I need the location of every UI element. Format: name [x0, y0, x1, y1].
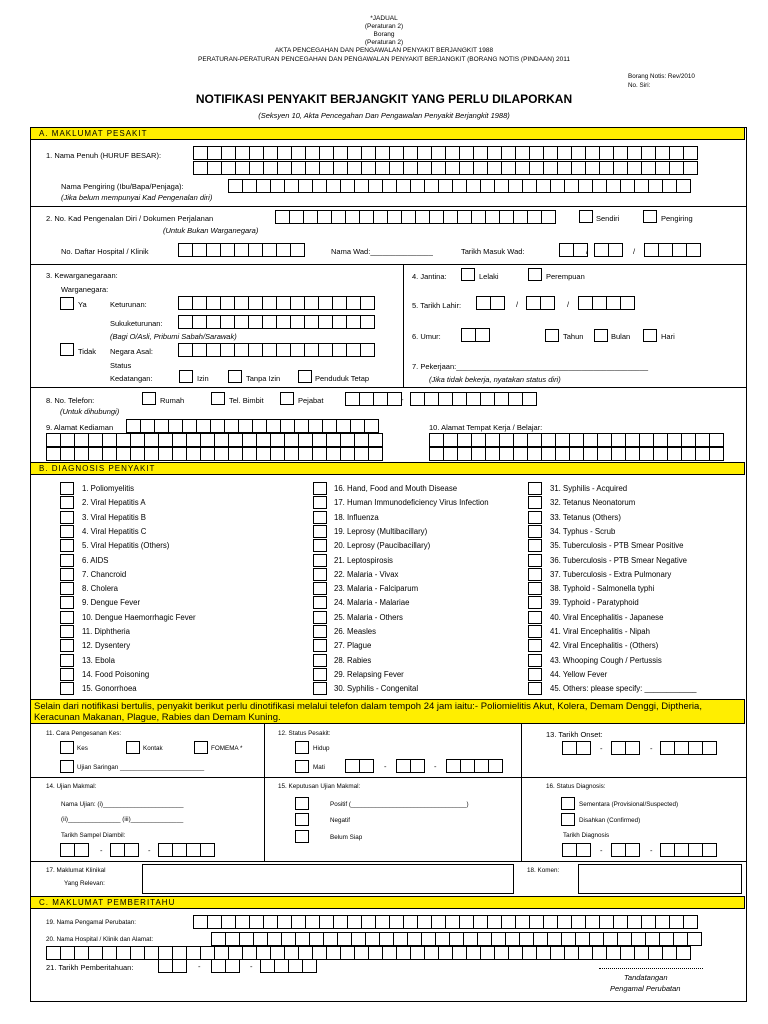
months-checkbox[interactable]	[594, 329, 608, 342]
diagnosis-label: 10. Dengue Haemorrhagic Fever	[82, 612, 196, 622]
sample-day-boxes[interactable]	[60, 843, 88, 857]
provisional-label: Sementara (Provisional/Suspected)	[579, 801, 679, 808]
diagnosis-label: 28. Rabies	[334, 655, 372, 665]
ic-note: (Untuk Bukan Warganegara)	[163, 226, 259, 235]
age-label: 6. Umur:	[412, 332, 441, 341]
schedule-label: *JADUAL	[370, 15, 398, 22]
full-name-boxes-row2[interactable]	[193, 161, 697, 175]
divider	[521, 724, 522, 861]
sub-ethnicity-boxes[interactable]	[178, 315, 374, 329]
diagnosis-checkbox[interactable]	[60, 596, 74, 609]
home-phone-label: Rumah	[160, 396, 185, 405]
divider	[30, 264, 746, 265]
diagnosis-label: 33. Tetanus (Others)	[550, 512, 621, 522]
diagnosis-checkbox[interactable]	[528, 625, 542, 638]
diagnosis-checkbox[interactable]	[528, 482, 542, 495]
hospital-address-row1[interactable]	[211, 932, 701, 946]
diagnosis-checkbox[interactable]	[313, 625, 327, 638]
country-origin-label: Negara Asal:	[110, 347, 153, 356]
male-checkbox[interactable]	[461, 268, 475, 281]
diagnosis-checkbox[interactable]	[60, 482, 74, 495]
screening-label[interactable]: Ujian Saringan ________________________	[77, 764, 205, 771]
alive-label: Hidup	[313, 745, 330, 752]
date-separator: /	[633, 247, 636, 256]
phone-label: 8. No. Telefon:	[46, 396, 95, 405]
divider	[30, 777, 746, 778]
ic-number-boxes[interactable]	[275, 210, 555, 224]
months-label: Bulan	[611, 332, 631, 341]
mobile-phone-label: Tel. Bimbit	[229, 396, 264, 405]
sub-ethnicity-note: (Bagi O/Asli, Pribumi Sabah/Sarawak)	[110, 332, 237, 341]
hospital-reg-boxes[interactable]	[178, 243, 304, 257]
diagnosis-status-label: 16. Status Diagnosis:	[546, 783, 606, 790]
guardian-name-label: Nama Pengiring (Ibu/Bapa/Penjaga):	[61, 182, 184, 191]
citizen-label: Warganegara:	[61, 285, 109, 294]
clinical-info-label: 17. Maklumat Klinikal	[46, 867, 106, 874]
diagnosis-checkbox[interactable]	[60, 525, 74, 538]
alive-checkbox[interactable]	[295, 741, 309, 754]
page-title: NOTIFIKASI PENYAKIT BERJANGKIT YANG PERLU DILAPORKAN	[195, 92, 573, 106]
diagnosis-label: 40. Viral Encephalitis - Japanese	[550, 612, 664, 622]
provisional-checkbox[interactable]	[561, 797, 575, 810]
sample-year-boxes[interactable]	[158, 843, 214, 857]
diagnosis-label: 13. Ebola	[82, 655, 115, 665]
diagnosis-checkbox[interactable]	[528, 682, 542, 695]
admission-day-boxes[interactable]	[559, 243, 587, 257]
diagnosis-label: 22. Malaria - Vivax	[334, 569, 399, 579]
sample-month-boxes[interactable]	[110, 843, 138, 857]
guardian-name-note: (Jika belum mempunyai Kad Pengenalan diri)	[61, 193, 213, 202]
illegal-label: Tanpa Izin	[246, 374, 281, 383]
section-c-header: C. MAKLUMAT PEMBERITAHU	[30, 896, 745, 909]
contact-label: Kontak	[143, 745, 163, 752]
citizenship-label: 3. Kewarganegaraan:	[46, 271, 118, 280]
case-label: Kes	[77, 745, 88, 752]
diagnosis-checkbox[interactable]	[60, 682, 74, 695]
case-checkbox[interactable]	[60, 741, 74, 754]
diagnosis-label: 9. Dengue Fever	[82, 598, 141, 608]
diagnosis-checkbox[interactable]	[60, 639, 74, 652]
diagnosis-checkbox[interactable]	[313, 682, 327, 695]
diagnosis-checkbox[interactable]	[528, 496, 542, 509]
signature-line[interactable]	[599, 968, 703, 969]
female-checkbox[interactable]	[528, 268, 542, 281]
occupation-note: (Jika tidak bekerja, nyatakan status diri)	[429, 375, 561, 384]
home-address-row2[interactable]	[46, 433, 382, 447]
regulation-name: PERATURAN-PERATURAN PENCEGAHAN DAN PENGAWALAN PENYAKIT BERJANGKIT (BORANG NOTIS (PINDAAN) 2011	[198, 56, 570, 63]
years-checkbox[interactable]	[545, 329, 559, 342]
full-name-label: 1. Nama Penuh (HURUF BESAR):	[46, 151, 162, 160]
arrival-label: Kedatangan:	[110, 374, 153, 383]
admission-date-label: Tarikh Masuk Wad:	[461, 247, 525, 256]
ethnicity-boxes[interactable]	[178, 296, 374, 310]
notification-month-boxes[interactable]	[211, 959, 239, 973]
diagnosis-checkbox[interactable]	[313, 482, 327, 495]
diagnosis-checkbox[interactable]	[60, 611, 74, 624]
self-label: Sendiri	[596, 214, 620, 223]
diagnosis-checkbox[interactable]	[313, 525, 327, 538]
ward-name-label[interactable]: Nama Wad:_______________	[331, 247, 433, 256]
age-years-boxes[interactable]	[461, 328, 489, 342]
diagnosis-checkbox[interactable]	[60, 625, 74, 638]
diagnosis-checkbox[interactable]	[528, 554, 542, 567]
diagnosis-label: 38. Typhoid - Salmonella typhi	[550, 584, 655, 594]
regulation-ref: (Peraturan 2)	[364, 23, 404, 30]
divider	[403, 264, 404, 387]
diagnosis-checkbox[interactable]	[528, 525, 542, 538]
page-subtitle: (Seksyen 10, Akta Pencegahan Dan Pengawalan Penyakit Berjangkit 1988)	[258, 111, 510, 120]
diagnosis-label: 43. Whooping Cough / Pertussis	[550, 655, 662, 665]
hospital-address-label: 20. Nama Hospital / Klinik dan Alamat:	[46, 936, 154, 943]
legal-label: Izin	[197, 374, 209, 383]
illegal-checkbox[interactable]	[228, 370, 242, 383]
diagnosis-checkbox[interactable]	[313, 668, 327, 681]
section-b-header: B. DIAGNOSIS PENYAKIT	[30, 462, 745, 475]
divider	[264, 724, 265, 861]
date-separator: -	[384, 762, 387, 771]
diagnosis-checkbox[interactable]	[528, 639, 542, 652]
diagnosis-checkbox[interactable]	[313, 539, 327, 552]
diagnosis-label: 5. Viral Hepatitis (Others)	[82, 541, 170, 551]
date-separator: -	[600, 846, 603, 855]
diagnosis-label: 15. Gonorrhoea	[82, 684, 137, 694]
hospital-address-row2[interactable]	[46, 946, 690, 960]
clinical-info-field[interactable]	[142, 864, 514, 894]
diagnosis-label: 41. Viral Encephalitis - Nipah	[550, 627, 650, 636]
admission-month-boxes[interactable]	[594, 243, 622, 257]
full-name-boxes-row1[interactable]	[193, 146, 697, 160]
office-phone-label: Pejabat	[298, 396, 324, 405]
diagnosis-label: 2. Viral Hepatitis A	[82, 498, 146, 508]
diagnosis-checkbox[interactable]	[528, 582, 542, 595]
diagnosis-label: 29. Relapsing Fever	[334, 669, 404, 679]
dob-month-boxes[interactable]	[526, 296, 554, 310]
serial-number: No. Siri:	[628, 82, 651, 89]
work-address-row1[interactable]	[429, 433, 723, 447]
diagnosis-checkbox[interactable]	[528, 611, 542, 624]
sample-date-label: Tarikh Sampel Diambil:	[61, 832, 126, 839]
date-separator: /	[567, 300, 570, 309]
diagnosis-label: 18. Influenza	[334, 512, 379, 522]
diagnosis-label: 45. Others: please specify: ____________	[550, 684, 697, 694]
form-number: Borang Notis: Rev/2010	[628, 73, 695, 80]
diagnosis-checkbox[interactable]	[60, 568, 74, 581]
pending-checkbox[interactable]	[295, 830, 309, 843]
form-label: Borang	[373, 31, 395, 38]
diagnosis-checkbox[interactable]	[60, 496, 74, 509]
diagnosis-label: 26. Measles	[334, 627, 377, 636]
patient-status-label: 12. Status Pesakit:	[278, 730, 331, 737]
clinical-info-label-2: Yang Relevan:	[64, 880, 105, 887]
diagnosis-label: 36. Tuberculosis - PTB Smear Negative	[550, 555, 687, 565]
onset-date-label: 13. Tarikh Onset:	[546, 730, 603, 739]
fomema-label: FOMEMA *	[211, 745, 243, 752]
lab-result-label: 15. Keputusan Ujian Makmal:	[278, 783, 361, 790]
dob-year-boxes[interactable]	[578, 296, 634, 310]
self-checkbox[interactable]	[579, 210, 593, 223]
gender-label: 4. Jantina:	[412, 272, 447, 281]
guardian-label: Pengiring	[661, 214, 693, 223]
diagnosis-label: 42. Viral Encephalitis - (Others)	[550, 641, 659, 651]
occupation-label[interactable]: 7. Pekerjaan:______________________________________________	[412, 362, 649, 371]
screening-checkbox[interactable]	[60, 760, 74, 773]
diagnosis-checkbox[interactable]	[528, 568, 542, 581]
diagnosis-checkbox[interactable]	[60, 511, 74, 524]
diagnosis-label: 16. Hand, Food and Mouth Disease	[334, 484, 458, 493]
diagnosis-year-boxes[interactable]	[660, 843, 716, 857]
dead-checkbox[interactable]	[295, 760, 309, 773]
diagnosis-date-label: Tarikh Diagnosis	[563, 832, 610, 839]
onset-year-boxes[interactable]	[660, 741, 716, 755]
diagnosis-label: 30. Syphilis - Congenital	[334, 684, 419, 694]
death-month-boxes[interactable]	[396, 759, 424, 773]
diagnosis-checkbox[interactable]	[528, 654, 542, 667]
onset-day-boxes[interactable]	[562, 741, 590, 755]
diagnosis-label: 3. Viral Hepatitis B	[82, 512, 146, 522]
days-label: Hari	[661, 332, 675, 341]
test-name-label-2[interactable]: (ii)_______________ (iii)_______________	[61, 816, 184, 823]
diagnosis-label: 24. Malaria - Malariae	[334, 598, 410, 608]
dead-label: Mati	[313, 764, 325, 771]
phone-prefix-boxes[interactable]	[345, 392, 401, 406]
fomema-checkbox[interactable]	[194, 741, 208, 754]
diagnosis-label: 14. Food Poisoning	[82, 669, 150, 679]
permanent-resident-label: Penduduk Tetap	[315, 374, 370, 383]
dob-label: 5. Tarikh Lahir:	[412, 301, 462, 310]
date-separator: -	[650, 744, 653, 753]
diagnosis-checkbox[interactable]	[528, 668, 542, 681]
legal-checkbox[interactable]	[179, 370, 193, 383]
divider	[30, 206, 746, 207]
notification-date-label: 21. Tarikh Pemberitahuan:	[46, 963, 134, 972]
section-a-header: A. MAKLUMAT PESAKIT	[30, 127, 745, 140]
notification-year-boxes[interactable]	[260, 959, 316, 973]
death-year-boxes[interactable]	[446, 759, 502, 773]
diagnosis-checkbox[interactable]	[313, 596, 327, 609]
country-origin-boxes[interactable]	[178, 343, 374, 357]
onset-month-boxes[interactable]	[611, 741, 639, 755]
phone-note: (Untuk dihubungi)	[60, 407, 120, 416]
citizen-yes-checkbox[interactable]	[60, 297, 74, 310]
diagnosis-checkbox[interactable]	[313, 611, 327, 624]
date-separator: /	[586, 247, 589, 256]
practitioner-label: Pengamal Perubatan	[610, 984, 681, 993]
mobile-phone-checkbox[interactable]	[211, 392, 225, 405]
practitioner-name-boxes[interactable]	[193, 915, 697, 929]
days-checkbox[interactable]	[643, 329, 657, 342]
admission-year-boxes[interactable]	[644, 243, 700, 257]
work-address-label: 10. Alamat Tempat Kerja / Belajar:	[429, 423, 543, 432]
comment-field[interactable]	[578, 864, 742, 894]
confirmed-checkbox[interactable]	[561, 813, 575, 826]
regulation-ref-2: (Peraturan 2)	[364, 39, 404, 46]
diagnosis-checkbox[interactable]	[528, 539, 542, 552]
date-separator: -	[100, 846, 103, 855]
diagnosis-checkbox[interactable]	[313, 639, 327, 652]
diagnosis-label: 8. Cholera	[82, 584, 118, 594]
date-separator: -	[650, 846, 653, 855]
date-separator: -	[434, 762, 437, 771]
ic-label: 2. No. Kad Pengenalan Diri / Dokumen Perjalanan	[46, 214, 214, 223]
office-phone-checkbox[interactable]	[280, 392, 294, 405]
citizen-no-checkbox[interactable]	[60, 343, 74, 356]
diagnosis-checkbox[interactable]	[60, 582, 74, 595]
contact-checkbox[interactable]	[126, 741, 140, 754]
diagnosis-checkbox[interactable]	[60, 654, 74, 667]
work-address-row2[interactable]	[429, 447, 723, 461]
phone-notification-notice: Selain dari notifikasi bertulis, penyakit berikut perlu dinotifikasi melalui telefon dalam tempoh 24 jam iaitu:- Poliomielitis Akut, Kolera, Demam Denggi, Diptheria, Keracunan Makanan, Plague, Rabies dan Demam Kuning.	[30, 699, 745, 724]
citizen-yes-label: Ya	[78, 300, 87, 309]
diagnosis-label: 20. Leprosy (Paucibacillary)	[334, 541, 431, 551]
diagnosis-label: 39. Typhoid - Paratyphoid	[550, 598, 639, 608]
comment-label: 18. Komen:	[527, 867, 560, 874]
diagnosis-checkbox[interactable]	[528, 596, 542, 609]
diagnosis-label: 7. Chancroid	[82, 569, 127, 579]
diagnosis-label: 25. Malaria - Others	[334, 612, 403, 622]
diagnosis-checkbox[interactable]	[313, 554, 327, 567]
home-address-row1[interactable]	[126, 419, 378, 433]
diagnosis-label: 11. Diphtheria	[82, 627, 130, 636]
divider	[30, 387, 746, 388]
diagnosis-checkbox[interactable]	[313, 654, 327, 667]
negative-checkbox[interactable]	[295, 813, 309, 826]
citizen-no-label: Tidak	[78, 347, 97, 356]
diagnosis-label: 32. Tetanus Neonatorum	[550, 498, 636, 508]
date-separator: -	[198, 962, 201, 971]
diagnosis-label: 23. Malaria - Falciparum	[334, 584, 419, 594]
home-address-label: 9. Alamat Kediaman	[46, 423, 114, 432]
practitioner-name-label: 19. Nama Pengamal Perubatan:	[46, 919, 136, 926]
female-label: Perempuan	[546, 272, 585, 281]
sub-ethnicity-label: Sukuketurunan:	[110, 319, 163, 328]
diagnosis-label: 17. Human Immunodeficiency Virus Infection	[334, 498, 489, 508]
pending-label: Belum Siap	[330, 834, 363, 841]
diagnosis-label: 12. Dysentery	[82, 641, 131, 651]
phone-separator: -	[401, 395, 404, 404]
diagnosis-checkbox[interactable]	[60, 668, 74, 681]
diagnosis-checkbox[interactable]	[60, 539, 74, 552]
ethnicity-label: Keturunan:	[110, 300, 147, 309]
diagnosis-month-boxes[interactable]	[611, 843, 639, 857]
home-address-row3[interactable]	[46, 447, 382, 461]
detection-method-label: 11. Cara Pengesanan Kes:	[46, 730, 122, 737]
date-separator: -	[250, 962, 253, 971]
positive-checkbox[interactable]	[295, 797, 309, 810]
negative-label: Negatif	[330, 817, 350, 824]
phone-number-boxes[interactable]	[410, 392, 536, 406]
date-separator: -	[148, 846, 151, 855]
arrival-status-label: Status	[110, 361, 132, 370]
male-label: Lelaki	[479, 272, 499, 281]
hospital-reg-label: No. Daftar Hospital / Klinik	[61, 247, 149, 256]
diagnosis-checkbox[interactable]	[313, 568, 327, 581]
date-separator: -	[600, 744, 603, 753]
diagnosis-day-boxes[interactable]	[562, 843, 590, 857]
diagnosis-label: 31. Syphilis - Acquired	[550, 484, 628, 493]
guardian-checkbox[interactable]	[643, 210, 657, 223]
diagnosis-label: 44. Yellow Fever	[550, 669, 608, 679]
permanent-resident-checkbox[interactable]	[298, 370, 312, 383]
diagnosis-label: 1. Poliomyelitis	[82, 484, 134, 493]
years-label: Tahun	[563, 332, 584, 341]
diagnosis-checkbox[interactable]	[313, 511, 327, 524]
test-name-label[interactable]: Nama Ujian: (i)_______________________	[61, 801, 184, 808]
diagnosis-label: 6. AIDS	[82, 555, 109, 565]
diagnosis-checkbox[interactable]	[60, 554, 74, 567]
death-day-boxes[interactable]	[345, 759, 373, 773]
diagnosis-label: 4. Viral Hepatitis C	[82, 526, 147, 536]
diagnosis-label: 27. Plague	[334, 641, 372, 651]
diagnosis-label: 34. Typhus - Scrub	[550, 526, 616, 536]
diagnosis-checkbox[interactable]	[313, 496, 327, 509]
home-phone-checkbox[interactable]	[142, 392, 156, 405]
diagnosis-checkbox[interactable]	[528, 511, 542, 524]
act-name: AKTA PENCEGAHAN DAN PENGAWALAN PENYAKIT BERJANGKIT 1988	[274, 47, 494, 54]
signature-label: Tandatangan	[624, 973, 668, 982]
guardian-name-boxes[interactable]	[228, 179, 690, 193]
date-separator: /	[516, 300, 519, 309]
diagnosis-label: 37. Tuberculosis - Extra Pulmonary	[550, 569, 672, 579]
confirmed-label: Disahkan (Confirmed)	[579, 817, 641, 824]
diagnosis-label: 21. Leptospirosis	[334, 555, 393, 565]
divider	[30, 861, 746, 862]
notification-day-boxes[interactable]	[158, 959, 186, 973]
diagnosis-checkbox[interactable]	[313, 582, 327, 595]
dob-day-boxes[interactable]	[476, 296, 504, 310]
lab-test-label: 14. Ujian Makmal:	[46, 783, 97, 790]
diagnosis-label: 19. Leprosy (Multibacillary)	[334, 526, 428, 536]
diagnosis-label: 35. Tuberculosis - PTB Smear Positive	[550, 541, 684, 551]
positive-label[interactable]: Positif (_________________________________)	[330, 801, 469, 808]
